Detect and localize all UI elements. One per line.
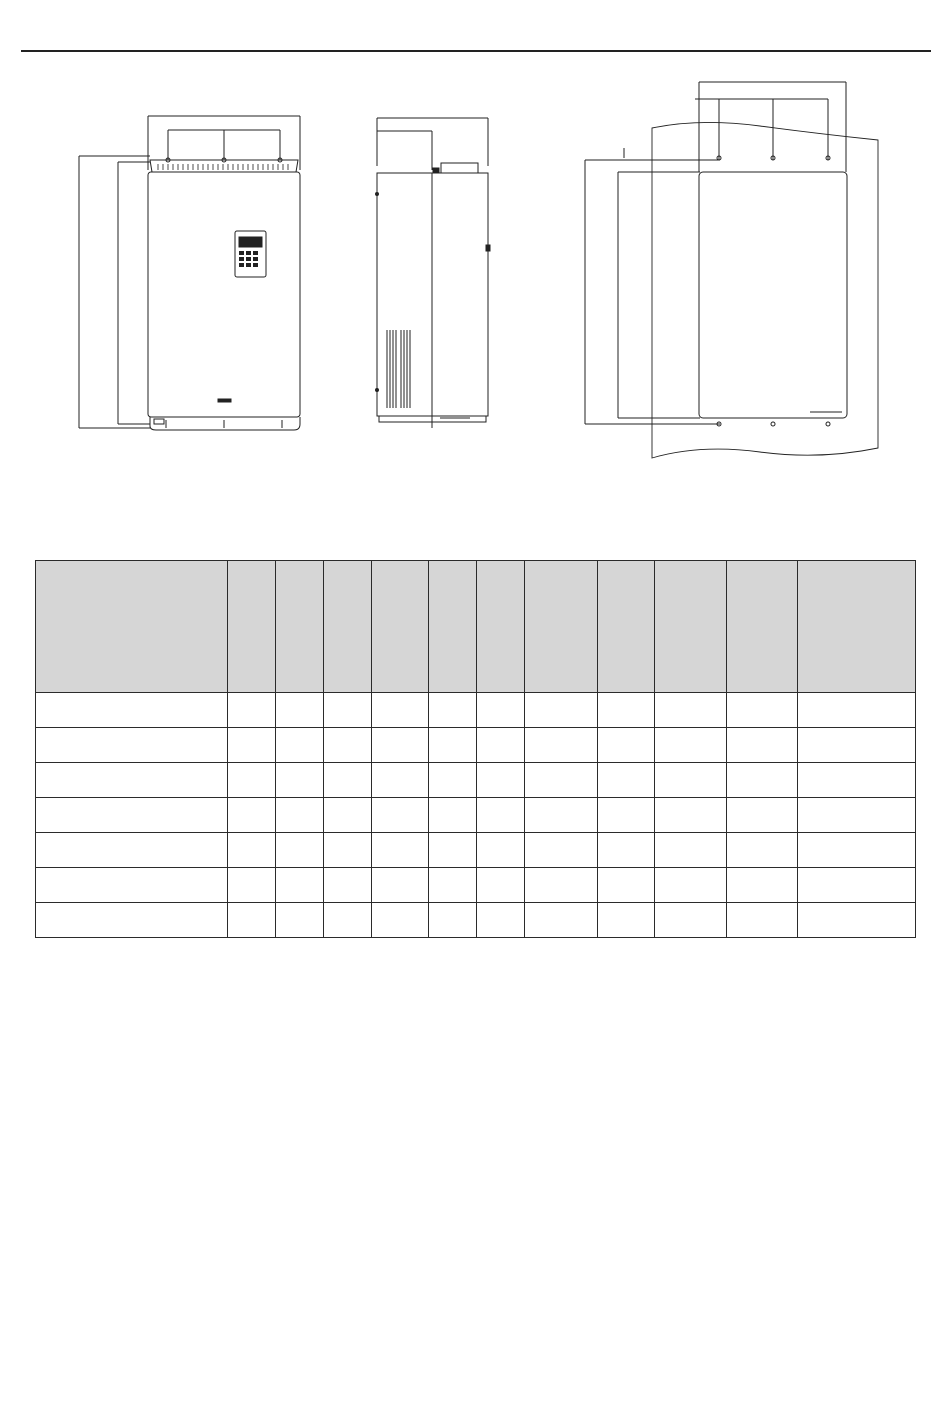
table-cell bbox=[598, 833, 654, 868]
table-cell bbox=[726, 798, 798, 833]
table-cell bbox=[36, 763, 228, 798]
table-row bbox=[36, 798, 916, 833]
table-cell bbox=[798, 833, 916, 868]
table-cell bbox=[525, 798, 598, 833]
header-cell bbox=[726, 561, 798, 693]
table-cell bbox=[598, 903, 654, 938]
table-cell bbox=[598, 763, 654, 798]
table-cell bbox=[372, 798, 428, 833]
table-cell bbox=[798, 728, 916, 763]
table-cell bbox=[227, 728, 275, 763]
table-cell bbox=[36, 693, 228, 728]
table-cell bbox=[428, 693, 476, 728]
nameplate bbox=[218, 399, 231, 402]
table-cell bbox=[372, 728, 428, 763]
table-cell bbox=[654, 833, 726, 868]
table-cell bbox=[227, 833, 275, 868]
table-cell bbox=[798, 868, 916, 903]
table-header-row bbox=[36, 561, 916, 693]
table-cell bbox=[428, 833, 476, 868]
table-cell bbox=[525, 903, 598, 938]
header-cell bbox=[227, 561, 275, 693]
table-cell bbox=[477, 728, 525, 763]
table-cell bbox=[598, 868, 654, 903]
table-cell bbox=[227, 763, 275, 798]
dimension-drawing bbox=[0, 0, 950, 500]
table-cell bbox=[36, 728, 228, 763]
table-cell bbox=[477, 903, 525, 938]
table-row bbox=[36, 728, 916, 763]
mounting-plate bbox=[652, 122, 878, 458]
table-cell bbox=[324, 903, 372, 938]
table-cell bbox=[477, 868, 525, 903]
header-cell bbox=[477, 561, 525, 693]
table-cell bbox=[275, 798, 323, 833]
header-cell bbox=[598, 561, 654, 693]
table-cell bbox=[525, 728, 598, 763]
table-cell bbox=[428, 868, 476, 903]
table-cell bbox=[654, 868, 726, 903]
keypad-buttons bbox=[239, 251, 258, 267]
table-row bbox=[36, 763, 916, 798]
header-cell bbox=[525, 561, 598, 693]
table-cell bbox=[598, 728, 654, 763]
table-cell bbox=[275, 868, 323, 903]
table-cell bbox=[372, 693, 428, 728]
table-cell bbox=[726, 868, 798, 903]
table-cell bbox=[525, 693, 598, 728]
table-cell bbox=[798, 693, 916, 728]
table-cell bbox=[372, 833, 428, 868]
table-cell bbox=[324, 798, 372, 833]
header-cell bbox=[798, 561, 916, 693]
table-cell bbox=[227, 903, 275, 938]
cutout-outline bbox=[699, 172, 847, 418]
table-cell bbox=[654, 903, 726, 938]
header-cell bbox=[324, 561, 372, 693]
table-row bbox=[36, 903, 916, 938]
table-cell bbox=[36, 903, 228, 938]
table-cell bbox=[726, 763, 798, 798]
side-vent bbox=[387, 330, 410, 408]
table-cell bbox=[726, 833, 798, 868]
table-cell bbox=[372, 868, 428, 903]
table-cell bbox=[324, 868, 372, 903]
table-cell bbox=[275, 833, 323, 868]
table-row bbox=[36, 693, 916, 728]
table-cell bbox=[598, 693, 654, 728]
side-view bbox=[376, 118, 491, 428]
header-cell bbox=[428, 561, 476, 693]
table-cell bbox=[726, 728, 798, 763]
table-cell bbox=[798, 903, 916, 938]
dimension-table bbox=[35, 560, 916, 938]
table-cell bbox=[372, 763, 428, 798]
table-cell bbox=[477, 833, 525, 868]
table-cell bbox=[372, 903, 428, 938]
drive-body-front bbox=[148, 172, 300, 417]
table-cell bbox=[654, 728, 726, 763]
table-cell bbox=[324, 693, 372, 728]
table-cell bbox=[525, 868, 598, 903]
table-row bbox=[36, 868, 916, 903]
table-cell bbox=[798, 798, 916, 833]
table-cell bbox=[275, 728, 323, 763]
mounting-view bbox=[585, 82, 878, 458]
table-cell bbox=[275, 693, 323, 728]
table-cell bbox=[324, 763, 372, 798]
header-cell bbox=[36, 561, 228, 693]
table-cell bbox=[726, 903, 798, 938]
table-cell bbox=[654, 798, 726, 833]
table-cell bbox=[227, 798, 275, 833]
table-cell bbox=[525, 763, 598, 798]
table-body bbox=[36, 693, 916, 938]
table-cell bbox=[654, 763, 726, 798]
table-cell bbox=[525, 833, 598, 868]
header-cell bbox=[275, 561, 323, 693]
table-cell bbox=[428, 728, 476, 763]
table-cell bbox=[324, 833, 372, 868]
table-cell bbox=[428, 903, 476, 938]
table-cell bbox=[654, 693, 726, 728]
table-cell bbox=[275, 903, 323, 938]
header-cell bbox=[372, 561, 428, 693]
table-cell bbox=[477, 693, 525, 728]
table-cell bbox=[36, 868, 228, 903]
table-cell bbox=[275, 763, 323, 798]
keypad-display bbox=[239, 237, 262, 247]
table-row bbox=[36, 833, 916, 868]
top-vent bbox=[158, 164, 288, 170]
table-cell bbox=[726, 693, 798, 728]
table-cell bbox=[428, 798, 476, 833]
table-cell bbox=[36, 833, 228, 868]
table-cell bbox=[598, 798, 654, 833]
table-cell bbox=[477, 763, 525, 798]
front-view bbox=[79, 116, 300, 430]
table-cell bbox=[798, 763, 916, 798]
table-cell bbox=[227, 868, 275, 903]
table-cell bbox=[227, 693, 275, 728]
table-cell bbox=[36, 798, 228, 833]
table-cell bbox=[428, 763, 476, 798]
header-cell bbox=[654, 561, 726, 693]
table-cell bbox=[324, 728, 372, 763]
table-cell bbox=[477, 798, 525, 833]
